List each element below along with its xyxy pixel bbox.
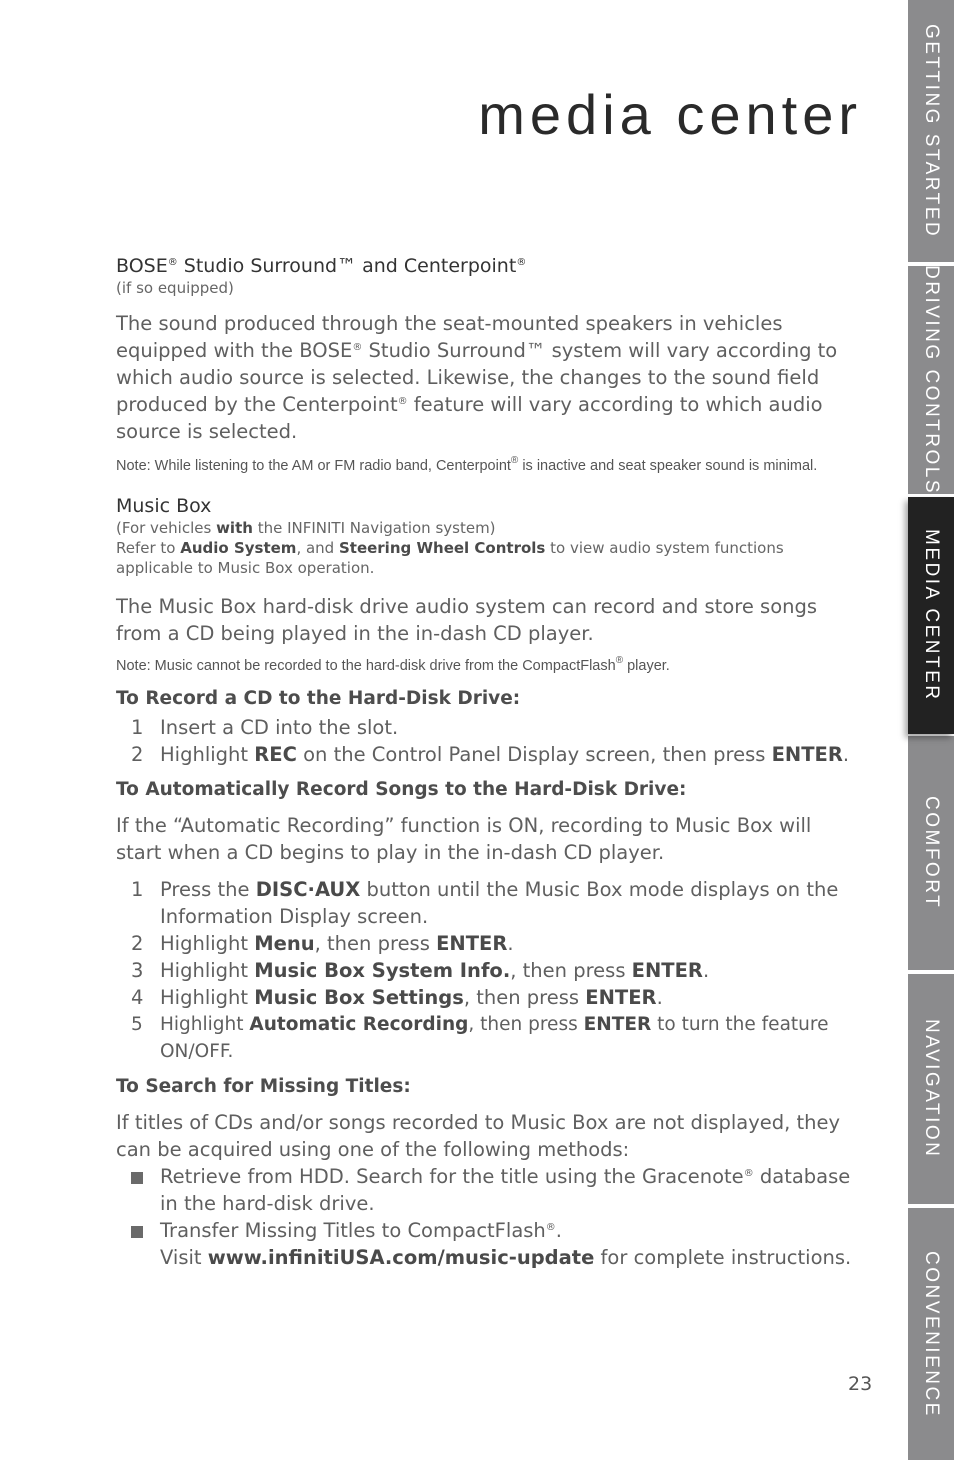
- auto-record-steps: [116, 876, 860, 1065]
- bose-heading: BOSE® Studio Surround™ and Centerpoint®: [116, 255, 527, 277]
- bose-paragraph: The sound produced through the seat-mounted speakers in vehicles equipped with the BOSE® Studio Surround™ system will vary according to which audio source is selected. Likewise, the changes to the sound field produced by the Centerpoint® feature will vary according to which audio source is selected.: [116, 312, 838, 443]
- list-item: 2 Highlight REC on the Control Panel Display screen, then press ENTER.: [131, 743, 850, 766]
- bose-equipped-note: (if so equipped): [116, 279, 234, 297]
- main-content: [116, 254, 860, 1271]
- search-heading: To Search for Missing Titles:: [116, 1076, 411, 1097]
- tab-media-center[interactable]: [908, 497, 954, 734]
- music-box-vehicles: (For vehicles with the INFINITI Navigation system): [116, 519, 496, 537]
- list-item: 3 Highlight Music Box System Info., then press ENTER.: [131, 959, 710, 982]
- section-tabs: [908, 0, 954, 1460]
- auto-record-heading: To Automatically Record Songs to the Hard-Disk Drive:: [116, 779, 687, 800]
- auto-record-paragraph: If the “Automatic Recording” function is ON, recording to Music Box will start when a CD begins to play in the in-dash CD player.: [116, 814, 812, 864]
- search-methods: [116, 1163, 860, 1271]
- tab-convenience[interactable]: [908, 1208, 954, 1460]
- tab-label: GETTING STARTED: [921, 23, 942, 239]
- tab-label: DRIVING CONTROLS: [921, 264, 942, 496]
- list-item: Retrieve from HDD. Search for the title using the Gracenote® database in the hard-disk drive.: [116, 1163, 860, 1217]
- page-title: media center: [478, 83, 862, 146]
- square-bullet-icon: [131, 1226, 143, 1238]
- record-steps: [116, 714, 860, 768]
- music-box-heading: Music Box: [116, 495, 212, 517]
- square-bullet-icon: [131, 1172, 143, 1184]
- tab-driving-controls[interactable]: [908, 266, 954, 494]
- list-item: 1 Press the DISC·AUX button until the Music Box mode displays on the Information Display screen.: [131, 878, 839, 928]
- search-paragraph: If titles of CDs and/or songs recorded to Music Box are not displayed, they can be acquired using one of the following methods:: [116, 1111, 841, 1161]
- record-heading: To Record a CD to the Hard-Disk Drive:: [116, 688, 521, 709]
- tab-getting-started[interactable]: [908, 0, 954, 262]
- tab-label: COMFORT: [921, 796, 942, 910]
- tab-comfort[interactable]: [908, 736, 954, 970]
- tab-label: NAVIGATION: [921, 1019, 942, 1159]
- list-item: Transfer Missing Titles to CompactFlash®. Visit www.infinitiUSA.com/music-update for complete instructions.: [116, 1217, 860, 1271]
- music-update-link[interactable]: www.infinitiUSA.com/music-update: [207, 1246, 595, 1269]
- list-item: 2 Highlight Menu, then press ENTER.: [131, 932, 514, 955]
- music-box-note: Note: Music cannot be recorded to the hard-disk drive from the CompactFlash® player.: [116, 655, 670, 674]
- music-box-paragraph: The Music Box hard-disk drive audio system can record and store songs from a CD being played in the in-dash CD player.: [116, 595, 818, 645]
- list-item: 1 Insert a CD into the slot.: [131, 716, 399, 739]
- page-number: 23: [848, 1373, 873, 1395]
- tab-navigation[interactable]: [908, 974, 954, 1204]
- list-item: 4 Highlight Music Box Settings, then press ENTER.: [131, 986, 663, 1009]
- bose-note: Note: While listening to the AM or FM radio band, Centerpoint® is inactive and seat speaker sound is minimal.: [116, 455, 818, 474]
- music-box-refer: Refer to Audio System, and Steering Wheel Controls to view audio system functions applicable to Music Box operation.: [116, 539, 784, 577]
- tab-label: CONVENIENCE: [921, 1250, 942, 1418]
- tab-label: MEDIA CENTER: [921, 529, 942, 702]
- list-item: 5 Highlight Automatic Recording, then press ENTER to turn the feature ON/OFF.: [131, 1014, 829, 1062]
